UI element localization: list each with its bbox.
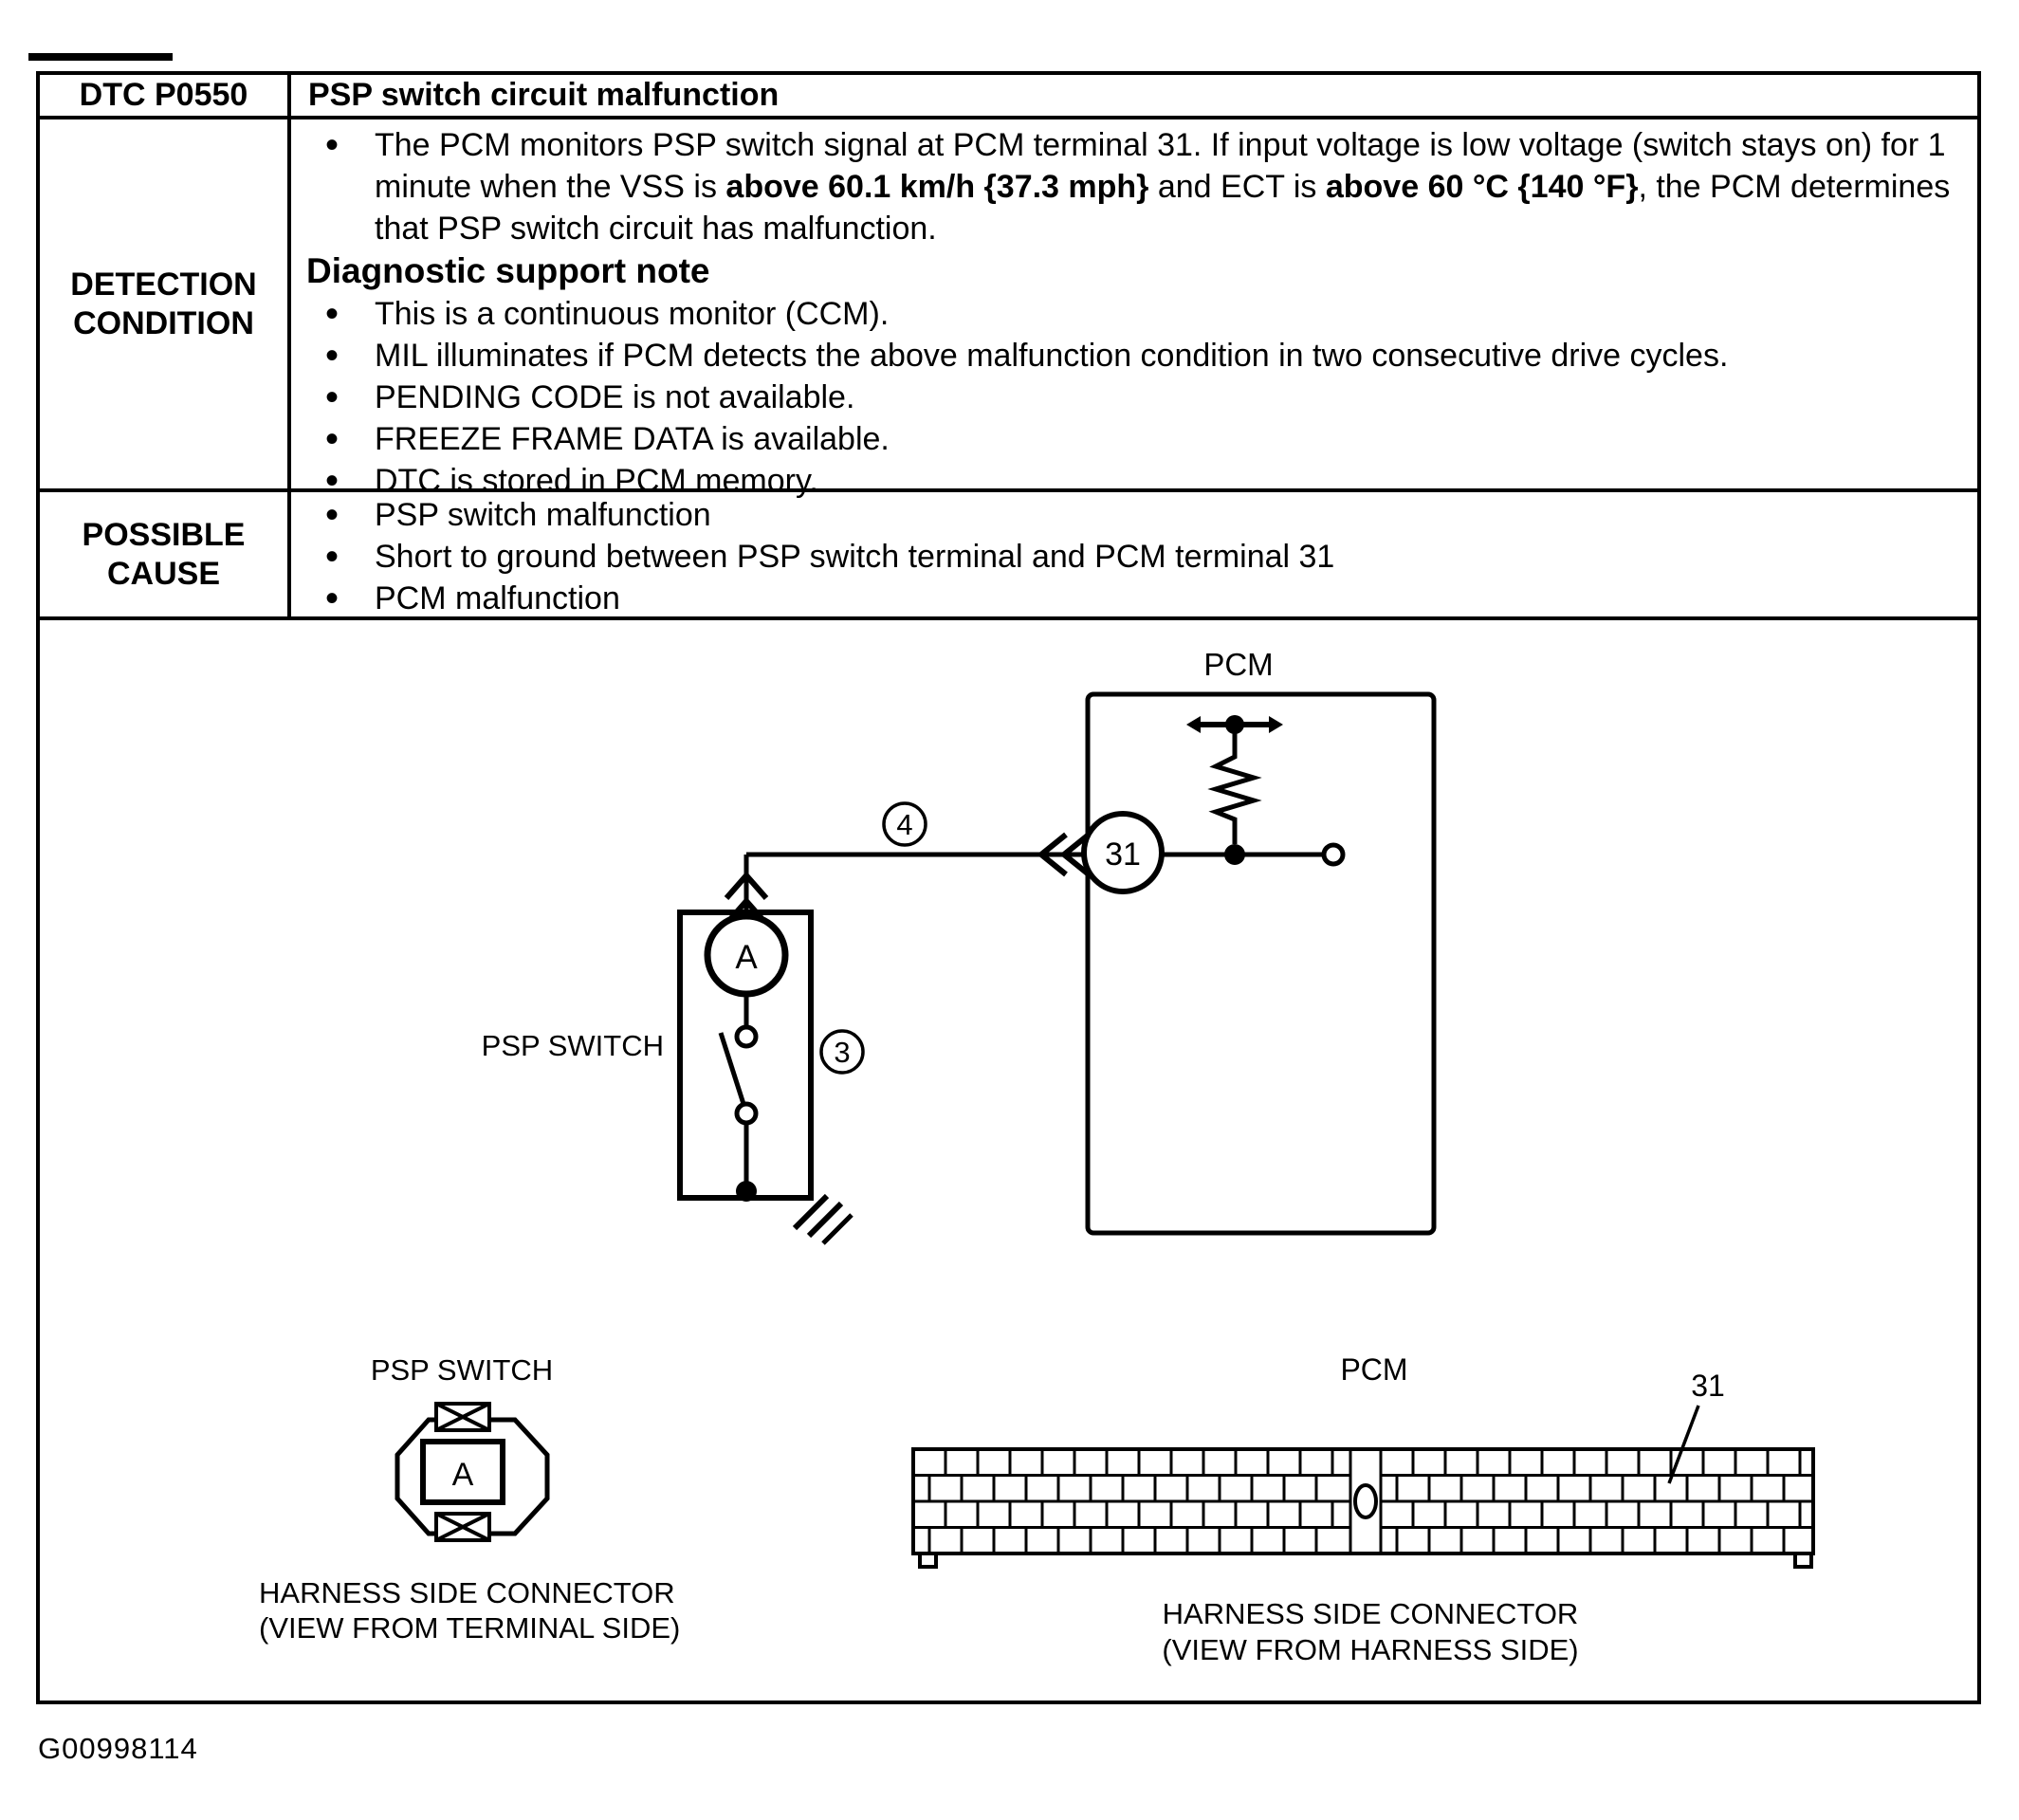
cause-label-line1: POSSIBLE [82,516,246,553]
diagnostic-support-note-heading: Diagnostic support note [306,251,710,290]
psp-connector-title: PSP SWITCH [370,1353,554,1387]
dtc-code: DTC P0550 [79,77,248,113]
detection-bold-vss: above 60.1 km/h {37.3 mph} [725,169,1149,205]
pcm-connector-caption-2: (VIEW FROM HARNESS SIDE) [1162,1633,1579,1666]
figure-id: G00998114 [38,1732,198,1765]
pullup-resistor-icon [1216,732,1254,844]
support-note-bullet: • PENDING CODE is not available. [291,377,1964,418]
psp-connector-group [259,1353,680,1645]
open-terminal-icon [1324,845,1343,864]
cause-bullet: • Short to ground between PSP switch terminal and PCM terminal 31 [291,536,1964,578]
detection-text-3: , the PCM determines that PSP switch circuit has malfunction. [375,169,1951,247]
wire-number-4: 4 [896,808,913,841]
support-note-bullet: • DTC is stored in PCM memory. [291,460,1964,502]
psp-connector-terminal-label: A [451,1457,474,1493]
dtc-title: PSP switch circuit malfunction [308,77,780,113]
pin-31-leader-line [1669,1406,1698,1483]
cause-bullet: • PCM malfunction [291,578,1964,619]
wire-number-3: 3 [834,1036,851,1069]
psp-switch-group [482,912,852,1243]
detection-bold-ect: above 60 °C {140 °F} [1325,169,1639,205]
pcm-box [1088,694,1434,1233]
connector-foot-icon [1795,1553,1811,1567]
connector-bolt-hole-icon [1355,1485,1376,1517]
connector-lock-tab-icon [436,1514,489,1540]
detection-text-2: and ECT is [1148,169,1326,205]
support-note-bullet: • This is a continuous monitor (CCM). [291,293,1964,335]
pcm-pin-31-label: 31 [1691,1369,1725,1403]
pcm-connector-caption-1: HARNESS SIDE CONNECTOR [1162,1597,1579,1630]
switch-contact-icon [737,1104,756,1123]
wire-junction-dot [1224,844,1245,865]
wire-junction-dot [736,1181,757,1202]
pcm-terminal-31-label: 31 [1105,836,1141,873]
detection-text-1: The PCM monitors PSP switch signal at PCM terminal 31. If input voltage is low voltage (switch stays on) for 1 minute when the VSS is [375,127,1946,205]
psp-connector-caption-2: (VIEW FROM TERMINAL SIDE) [259,1611,681,1645]
pcm-schematic-group [1084,647,1434,1233]
power-supply-icon [1186,715,1283,734]
support-note-bullet: • FREEZE FRAME DATA is available. [291,418,1964,460]
support-note-bullet: • MIL illuminates if PCM detects the above malfunction condition in two consecutive drive cycles. [291,335,1964,377]
psp-terminal-a-label: A [735,939,758,976]
cause-label-line2: CAUSE [106,555,221,592]
ground-icon [795,1196,852,1243]
detection-label-line1: DETECTION [70,266,257,303]
pcm-box-label: PCM [1203,647,1274,682]
psp-connector-caption-1: HARNESS SIDE CONNECTOR [259,1576,675,1609]
switch-contact-icon [737,1027,756,1046]
pcm-connector-title: PCM [1340,1352,1408,1387]
psp-switch-label: PSP SWITCH [481,1029,664,1062]
pcm-connector-group [913,1352,1813,1666]
connector-lock-tab-icon [436,1404,489,1430]
connector-foot-icon [920,1553,936,1567]
cause-bullet: • PSP switch malfunction [291,494,1964,536]
detection-label-line2: CONDITION [73,304,254,341]
